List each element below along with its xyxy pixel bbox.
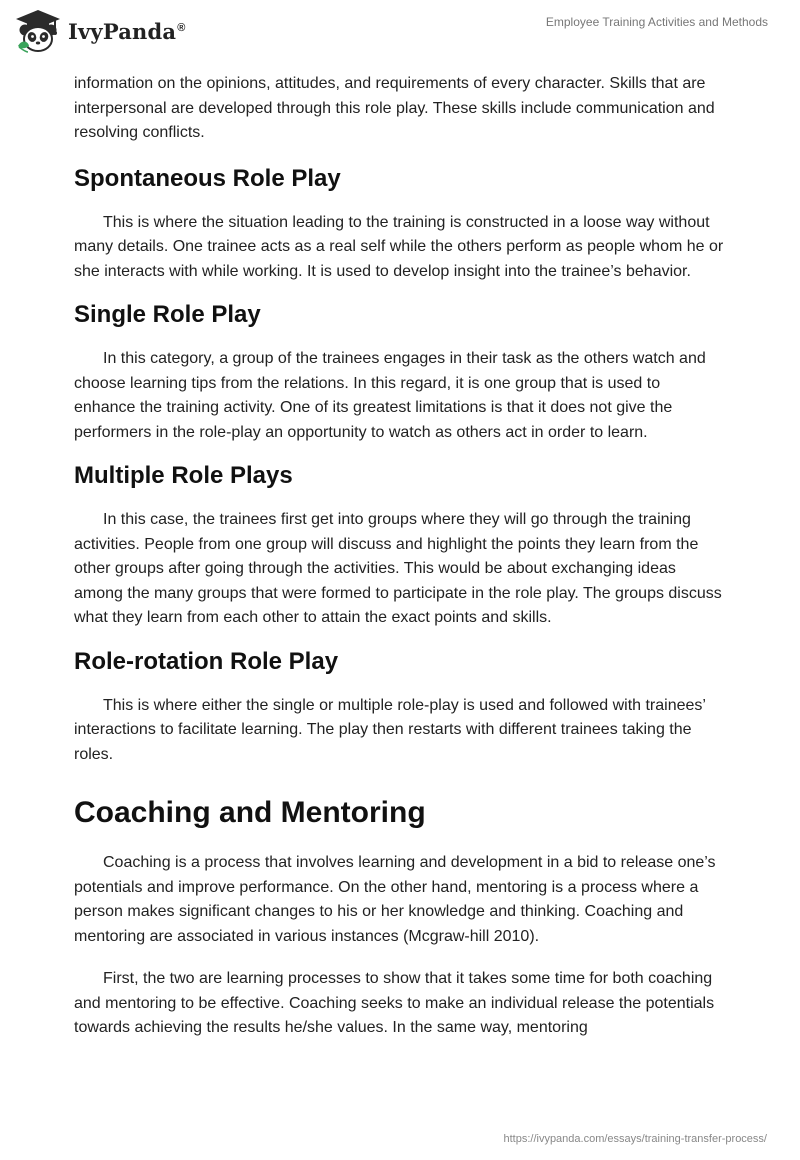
document-title: Employee Training Activities and Methods <box>545 15 768 29</box>
essay-body <box>74 72 724 1041</box>
section-paragraph: This is where either the single or multiple role-play is used and followed with trainees’ interactions to facilitate learning. The play then restarts with different trainees taking the roles. <box>74 696 706 763</box>
intro-paragraph: information on the opinions, attitudes, and requirements of every character. Skills that are interpersonal are developed through this role play. These skills include communication and resolving conflicts. <box>74 75 715 141</box>
section-paragraph: This is where the situation leading to the training is constructed in a loose way without many details. One trainee acts as a real self while the others perform as people whom he or she interacts with while working. It is used to develop insight into the trainee’s behavior. <box>74 213 724 280</box>
ivypanda-logo[interactable] <box>14 8 186 54</box>
section-paragraph: In this category, a group of the trainees engages in their task as the others watch and choose learning tips from the relations. In this regard, it is one group that is used to enhance the training activity. One of its greatest limitations is that it does not give the performers in the role-play an opportunity to watch as others act in order to learn. <box>74 350 706 441</box>
section-heading: Role-rotation Role Play <box>74 647 339 675</box>
body-paragraph: Coaching is a process that involves learning and development in a bid to release one’s potentials and improve performance. On the other hand, mentoring is a process where a person makes significant changes to his or her knowledge and thinking. Coaching and mentoring are associated in various instances (Mcgraw-hill 2010). <box>74 854 716 945</box>
section-heading: Single Role Play <box>74 301 261 328</box>
section-heading: Multiple Role Plays <box>74 462 293 489</box>
panda-graduation-icon <box>14 8 62 54</box>
main-heading: Coaching and Mentoring <box>74 796 426 829</box>
logo-wordmark: IvyPanda® <box>68 18 186 44</box>
source-url[interactable]: https://ivypanda.com/essays/training-transfer-process/ <box>503 1133 767 1145</box>
page-header <box>0 0 800 62</box>
section-spontaneous-role-play <box>74 164 724 285</box>
section-multiple-role-plays <box>74 461 724 631</box>
section-heading: Spontaneous Role Play <box>74 164 341 192</box>
section-role-rotation-role-play <box>74 647 724 768</box>
body-paragraph: First, the two are learning processes to show that it takes some time for both coaching and mentoring to be effective. Coaching seeks to make an individual release the potentials towards achieving the results he/she values. In the same way, mentoring <box>74 970 715 1036</box>
section-single-role-play <box>74 300 724 445</box>
section-paragraph: In this case, the trainees first get into groups where they will go through the training activities. People from one group will discuss and highlight the points they learn from the other groups after going through the activities. This would be about exchanging ideas among the many groups that were formed to participate in the role play. The groups discuss what they learn from each other to attain the exact points and skills. <box>74 511 722 626</box>
